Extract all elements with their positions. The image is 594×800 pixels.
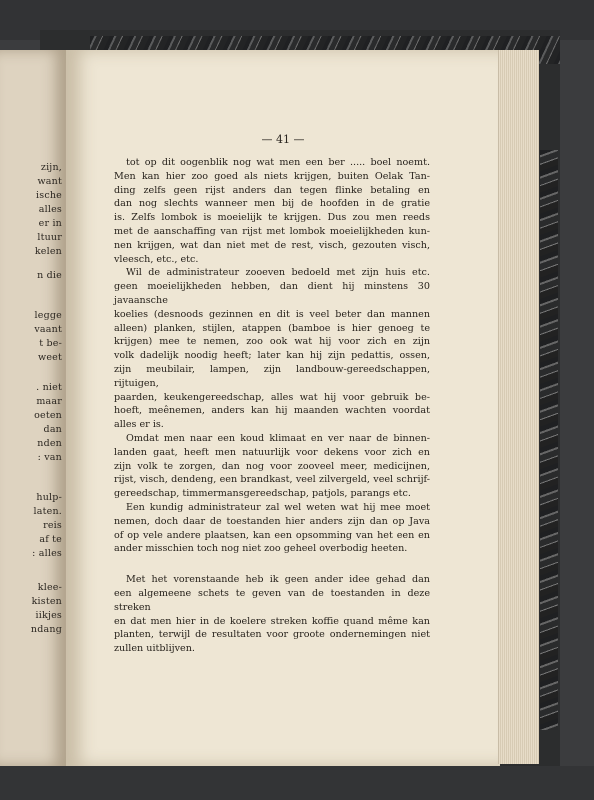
left-page-fragment: ltuur <box>37 232 62 243</box>
text-line: ding zelfs geen rijst anders dan tegen flinke betaling en <box>114 184 430 196</box>
text-line: Omdat men naar een koud klimaat en ver naar de binnen- <box>126 432 430 444</box>
text-line: planten, terwijl de resultaten voor groote ondernemingen niet <box>114 629 430 641</box>
left-page-fragment: klee- <box>37 582 62 593</box>
left-page-fragment: t be- <box>39 338 62 349</box>
text-line: is. Zelfs lombok is moeielijk te krijgen. Dus zou men reeds <box>114 212 430 224</box>
left-page <box>0 50 67 766</box>
left-page-fragment: dan <box>43 424 62 435</box>
left-page-fragment: nden <box>37 438 62 449</box>
text-line: nemen, doch daar de toestanden hier anders zijn dan op Java <box>114 515 430 527</box>
text-line: zullen uitblijven. <box>114 643 195 655</box>
left-page-fragment: maar <box>36 396 62 407</box>
text-line: Een kundig administrateur zal wel weten wat hij mee moet <box>126 501 430 513</box>
left-page-fragment: want <box>37 176 62 187</box>
left-page-fragment: af te <box>39 534 62 545</box>
right-page <box>66 50 500 766</box>
text-line: koelies (desnoods gezinnen en dit is veel beter dan mannen <box>114 308 430 320</box>
text-line: zijn volk te zorgen, dan nog voor zooveel meer, medicijnen, <box>114 460 430 472</box>
left-page-fragment: legge <box>34 310 62 321</box>
text-line: alles er is. <box>114 419 164 431</box>
text-line: met de aanschaffing van rijst met lombok moeielijkheden kun- <box>114 225 430 237</box>
text-line: Wil de administrateur zooeven bedoeld met zijn huis etc. <box>126 267 430 279</box>
left-page-fragment: iikjes <box>35 610 62 621</box>
text-line: Men kan hier zoo goed als niets krijgen, buiten Oelak Tan- <box>114 170 430 182</box>
text-line: rijst, visch, dendeng, een brandkast, veel zilvergeld, veel schrijf- <box>114 474 430 486</box>
left-page-fragment: . niet <box>36 382 62 393</box>
left-page-fragment: : van <box>37 452 62 463</box>
left-page-fragment: : alles <box>32 548 62 559</box>
text-line: geen moeielijkheden hebben, dan dient hij minstens 30 javaansche <box>114 281 430 306</box>
background-bottom <box>0 766 594 800</box>
text-line: een algemeene schets te geven van de toestanden in deze streken <box>114 587 430 613</box>
left-page-fragment: weet <box>38 352 62 363</box>
text-line: paarden, keukengereedschap, alles wat hij voor gebruik be- <box>114 391 430 403</box>
text-line: dan nog slechts wanneer men bij de hoofden in de gratie <box>114 198 430 210</box>
text-line: hoeft, meênemen, anders kan hij maanden wachten voordat <box>114 405 430 417</box>
text-line: nen krijgen, wat dan niet met de rest, visch, gezouten visch, <box>114 239 430 251</box>
page-number: — 41 — <box>261 133 305 146</box>
page-edges <box>498 50 539 764</box>
left-page-fragment: vaant <box>34 324 62 335</box>
text-line: landen gaat, heeft men natuurlijk voor dekens voor zich en <box>114 446 430 458</box>
left-page-fragment: kelen <box>34 246 62 257</box>
text-line: Met het vorenstaande heb ik geen ander idee gehad dan <box>126 574 430 586</box>
left-page-fragment: alles <box>38 204 62 215</box>
marbled-edge-right <box>540 150 558 730</box>
text-line: gereedschap, timmermansgereedschap, patjols, parangs etc. <box>114 488 411 500</box>
left-page-fragment: oeten <box>34 410 62 421</box>
text-line: vleesch, etc., etc. <box>114 253 199 265</box>
text-line: en dat men hier in de koelere streken koffie quand même kan <box>114 615 430 627</box>
paragraph-gap <box>114 556 430 573</box>
text-line: ander misschien toch nog niet zoo geheel overbodig heeten. <box>114 543 408 555</box>
text-line: volk dadelijk noodig heeft; later kan hij zijn pedattis, ossen, <box>114 350 430 362</box>
left-page-fragment: n die <box>37 270 62 281</box>
text-line: tot op dit oogenblik nog wat men een ber ..... boel noemt. <box>126 157 430 168</box>
left-page-fragment: zijn, <box>40 162 62 173</box>
text-line: zijn meubilair, lampen, zijn landbouw-gereedschappen, rijtuigen, <box>114 363 430 389</box>
left-page-fragment: ndang <box>30 624 62 635</box>
left-page-fragment: laten. <box>33 506 62 517</box>
text-line: krijgen) mee te nemen, zoo ook wat hij voor zich en zijn <box>114 336 430 348</box>
left-page-fragment: hulp- <box>36 492 62 503</box>
left-page-fragment: ische <box>36 190 62 201</box>
body-text <box>114 156 430 656</box>
left-page-fragment: er in <box>38 218 62 229</box>
left-page-fragment: kisten <box>31 596 62 607</box>
left-page-fragment: reis <box>43 520 62 531</box>
text-line: alleen) planken, stijlen, atappen (bamboe is hier genoeg te <box>114 322 430 334</box>
text-line: of op vele andere plaatsen, kan een opsomming van het een en <box>114 529 430 541</box>
